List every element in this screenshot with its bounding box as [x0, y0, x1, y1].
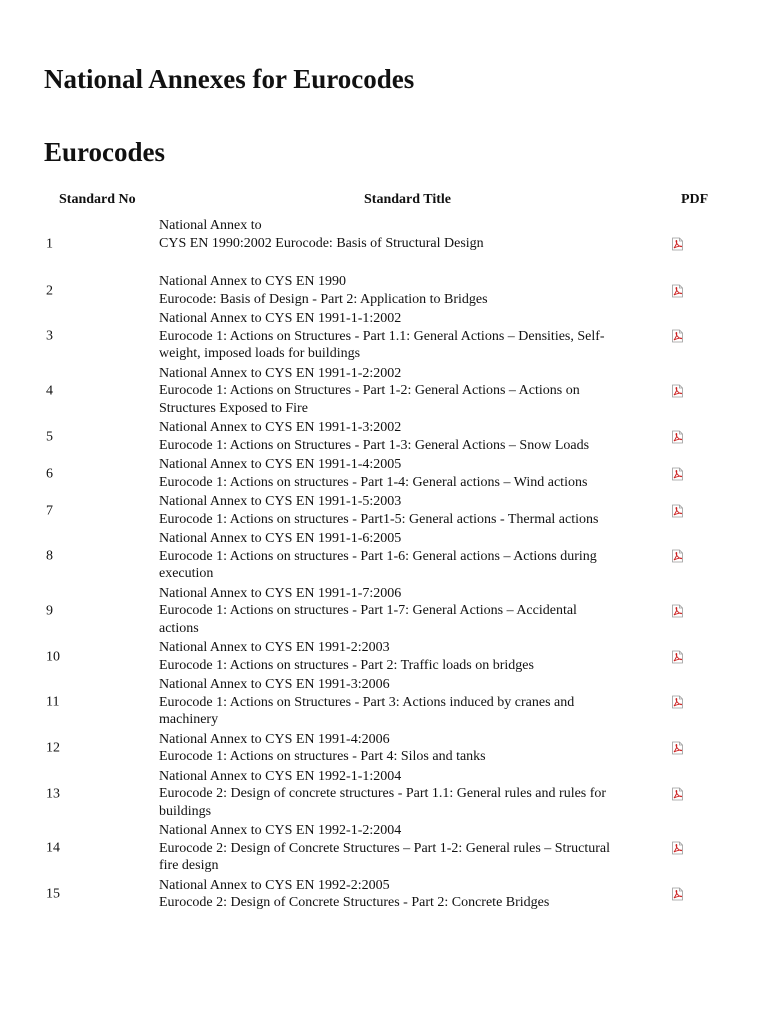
standard-title-line: National Annex to CYS EN 1991-1-5:2003 [159, 494, 402, 509]
section-title: Eurocodes [44, 137, 166, 167]
standard-title-line: National Annex to [159, 218, 262, 233]
standard-title [159, 821, 659, 876]
table-row [0, 309, 768, 364]
pdf-icon[interactable] [671, 430, 684, 443]
pdf-icon[interactable] [671, 650, 684, 663]
column-header-standard-no: Standard No [59, 192, 136, 207]
standard-title-line: National Annex to CYS EN 1992-1-2:2004 [159, 823, 402, 838]
standard-title [159, 730, 659, 767]
standard-title-line: National Annex to CYS EN 1992-2:2005 [159, 877, 390, 893]
standard-number: 6 [46, 466, 53, 481]
standard-number: 14 [46, 840, 60, 856]
standard-title-line: National Annex to CYS EN 1991-1-2:2002 [159, 365, 402, 381]
table-row [0, 638, 768, 675]
standard-title-line: Eurocode 1: Actions on structures - Part 2: Traffic loads on bridges [159, 657, 534, 673]
standard-number: 11 [46, 694, 60, 710]
column-header-standard-title: Standard Title [364, 192, 452, 207]
standard-title [159, 272, 659, 309]
standard-title-line: Eurocode 2: Design of Concrete Structures – Part 1-2: General rules – Structural [159, 840, 610, 856]
pdf-icon[interactable] [671, 787, 684, 800]
standard-title-line: National Annex to CYS EN 1990 [159, 274, 347, 289]
standard-number: 8 [46, 548, 53, 564]
pdf-icon[interactable] [671, 742, 684, 755]
standard-title [159, 455, 659, 492]
table-row [0, 272, 768, 309]
standard-title-line: CYS EN 1990:2002 Eurocode: Basis of Structural Design [159, 235, 484, 251]
standard-number: 3 [46, 328, 53, 344]
standard-title [159, 216, 659, 272]
standard-title-line: buildings [159, 803, 212, 819]
table-row [0, 876, 768, 913]
pdf-icon[interactable] [671, 467, 684, 480]
standard-title-line: Eurocode 1: Actions on structures - Part 1-7: General Actions – Accidental [159, 603, 577, 618]
standard-title-line: Eurocode 1: Actions on Structures - Part 1.1: General Actions – Densities, Self- [159, 328, 605, 344]
standard-title [159, 876, 659, 913]
standard-title [159, 584, 659, 639]
table-row [0, 492, 768, 529]
table-row [0, 730, 768, 767]
pdf-icon[interactable] [671, 384, 684, 397]
standard-title-line: Eurocode 2: Design of Concrete Structures - Part 2: Concrete Bridges [159, 895, 550, 910]
standard-title-line: Structures Exposed to Fire [159, 400, 308, 416]
pdf-icon[interactable] [671, 604, 684, 617]
standard-number: 4 [46, 383, 53, 399]
standard-title-line: weight, imposed loads for buildings [159, 346, 361, 361]
table-row [0, 364, 768, 419]
table-row [0, 584, 768, 639]
standard-number: 2 [46, 283, 53, 298]
standard-number: 10 [46, 649, 60, 664]
pdf-icon[interactable] [671, 238, 684, 251]
standard-title-line: National Annex to CYS EN 1991-1-7:2006 [159, 585, 402, 601]
standard-title-line: National Annex to CYS EN 1991-3:2006 [159, 677, 390, 692]
table-row [0, 418, 768, 455]
standard-number: 15 [46, 886, 60, 902]
standard-number: 7 [46, 503, 53, 518]
standard-title [159, 767, 659, 822]
standard-title-line: actions [159, 620, 199, 636]
standard-title-line: Eurocode 2: Design of concrete structures - Part 1.1: General rules and rules for [159, 786, 607, 801]
pdf-icon[interactable] [671, 842, 684, 855]
pdf-icon[interactable] [671, 696, 684, 709]
pdf-icon[interactable] [671, 888, 684, 901]
standard-title-line: fire design [159, 858, 219, 873]
standard-title [159, 529, 659, 584]
pdf-icon[interactable] [671, 504, 684, 517]
column-header-pdf: PDF [681, 192, 709, 207]
standard-title-line: National Annex to CYS EN 1991-1-4:2005 [159, 457, 402, 472]
table-row [0, 455, 768, 492]
standard-title-line: Eurocode 1: Actions on Structures - Part 3: Actions induced by cranes and [159, 694, 575, 710]
table-row [0, 529, 768, 584]
standard-number: 9 [46, 603, 53, 619]
standard-title-line: Eurocode 1: Actions on Structures - Part 1-2: General Actions – Actions on [159, 383, 580, 398]
standard-title-line: Eurocode: Basis of Design - Part 2: Application to Bridges [159, 291, 488, 307]
standard-number: 13 [46, 786, 60, 802]
pdf-icon[interactable] [671, 550, 684, 563]
standard-title-line: National Annex to CYS EN 1991-4:2006 [159, 731, 390, 747]
standard-title [159, 675, 659, 730]
standard-number: 1 [46, 236, 53, 252]
pdf-icon[interactable] [671, 284, 684, 297]
table-row [0, 216, 768, 272]
standards-table [0, 216, 768, 913]
standard-title-line: Eurocode 1: Actions on structures - Part 4: Silos and tanks [159, 749, 486, 764]
standard-title-line: National Annex to CYS EN 1992-1-1:2004 [159, 768, 402, 784]
pdf-icon[interactable] [671, 330, 684, 343]
standard-title [159, 638, 659, 675]
standard-number: 12 [46, 740, 60, 756]
standard-title [159, 418, 659, 455]
standard-title-line: Eurocode 1: Actions on structures - Part 1-6: General actions – Actions during [159, 548, 597, 564]
standard-title-line: National Annex to CYS EN 1991-2:2003 [159, 640, 390, 655]
standard-title [159, 309, 659, 364]
standard-title-line: National Annex to CYS EN 1991-1-1:2002 [159, 311, 402, 326]
standard-number: 5 [46, 429, 53, 444]
table-row [0, 675, 768, 730]
standard-title-line: National Annex to CYS EN 1991-1-6:2005 [159, 531, 402, 546]
standard-title [159, 492, 659, 529]
page-title: National Annexes for Eurocodes [44, 64, 415, 94]
standard-title-line: Eurocode 1: Actions on structures - Part1-5: General actions - Thermal actions [159, 511, 599, 527]
standard-title-line: Eurocode 1: Actions on Structures - Part 1-3: General Actions – Snow Loads [159, 437, 590, 453]
standard-title-line: National Annex to CYS EN 1991-1-3:2002 [159, 420, 402, 435]
table-row [0, 821, 768, 876]
standard-title-line: execution [159, 566, 214, 581]
table-row [0, 767, 768, 822]
standard-title [159, 364, 659, 419]
standard-title-line: Eurocode 1: Actions on structures - Part 1-4: General actions – Wind actions [159, 474, 588, 490]
standard-title-line: machinery [159, 712, 219, 727]
